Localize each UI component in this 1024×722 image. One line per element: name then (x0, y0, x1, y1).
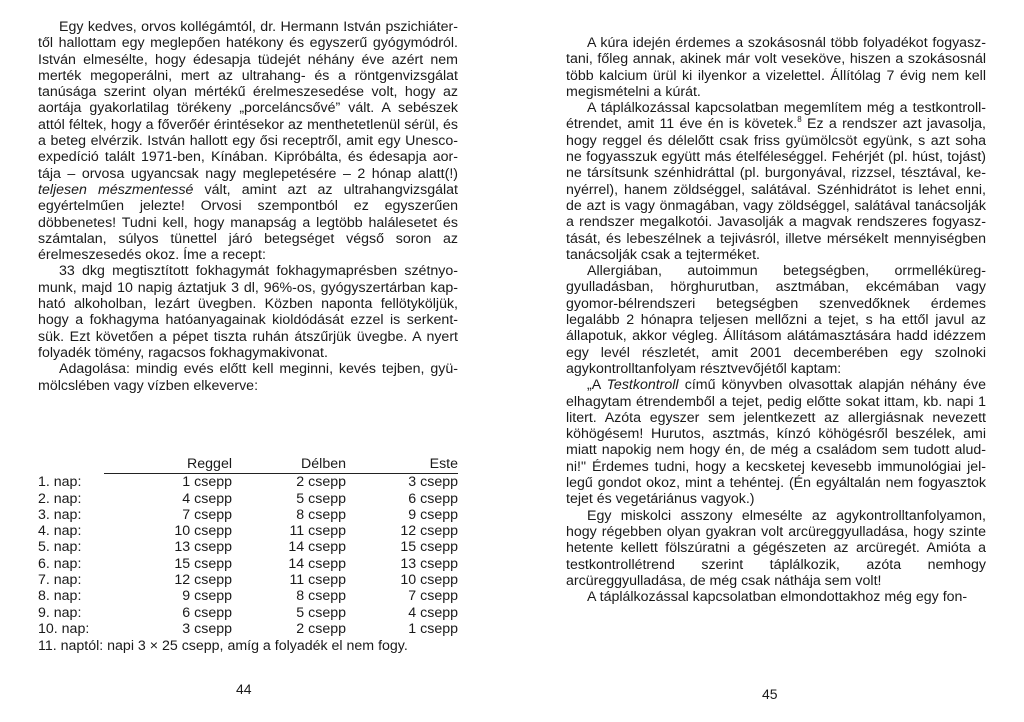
day-label: 8. nap: (38, 588, 82, 605)
dose-cell: 12 csepp (400, 523, 458, 540)
paragraph (566, 100, 986, 263)
header-delben: Délben (232, 456, 346, 474)
dose-cell: 15 csepp (174, 555, 232, 572)
dose-cell: 11 csepp (289, 523, 346, 540)
dose-cell: 14 csepp (288, 555, 346, 572)
dose-cell: 2 csepp (296, 620, 346, 637)
day-label: 2. nap: (38, 490, 82, 507)
dose-cell: 9 csepp (408, 506, 458, 523)
paragraph (566, 589, 986, 605)
dosage-table (38, 456, 458, 637)
text-segment: A táplálkozással kapcsolatban megemlítem még a testkontroll-étrendet, amit 11 éve én is követek. (566, 100, 986, 133)
dose-cell: 7 csepp (182, 506, 232, 523)
dosage-table-header (38, 456, 458, 474)
dose-cell: 13 csepp (174, 539, 232, 556)
dose-cell: 10 csepp (400, 572, 458, 589)
day-label: 9. nap: (38, 604, 82, 621)
dose-cell: 4 csepp (408, 604, 458, 621)
dose-cell: 12 csepp (174, 572, 232, 589)
text-segment: Ez a rendszer azt javasolja, hogy reggel és délelőtt csak friss gyümölcsöt együnk, s azt soha ne fogyasszuk együtt más ételféleséggel. Fehérjét (pl. húst, tojást) ne társítsunk szénhidráttal (pl. burgonyával, rizzsel, tésztával, kenyérrel), hanem zöldséggel, salátával. Szénhidrátot is lehet enni, de azt is vagy önmagában, vagy zöldséggel, salátával tanácsolják a rendszer megalkotói. Javasolják a magvak rendszeres fogyasztását, és lebeszélnek a tejivásról, illetve mérsékelt mennyiségben tanácsolják csak a tejterméket. (566, 116, 986, 263)
dose-cell: 5 csepp (296, 604, 346, 621)
dose-cell: 3 csepp (182, 620, 232, 637)
right-page (566, 0, 986, 722)
dose-cell: 6 csepp (408, 490, 458, 507)
dosage-row (38, 556, 458, 572)
dosage-row (38, 621, 458, 637)
dosage-row (38, 474, 458, 491)
day-label: 5. nap: (38, 539, 82, 556)
text-segment: Allergiában, autoimmun betegségben, orrmelléküreg-gyulladásban, hörghurutban, asztmában, ekcémában vagy gyomor-bélrendszeri betegségben szenvedőknek érdemes legalább 2 hónapra teljesen mellőzni a tejet, s ha ettől javul az állapotuk, akkor végleg. Állításom alátámasztására hadd idézzem egy levél részletét, amit 2001 decemberében egy szolnoki agykontrolltanfolyam résztvevőjétől kaptam: (566, 263, 986, 377)
paragraph (566, 508, 986, 589)
text-segment: „A (587, 377, 607, 394)
text-segment: Egy miskolci asszony elmesélte az agykontrolltanfolyamon, hogy régebben olyan gyakran volt arcüreggyulladása, hogy szinte hetente kellett fölszúratni a gégészeten az arcüregét. Amióta a testkontrollétrend szerint táplálkozik, azóta nemhogy arcüreggyulladása, de még csak náthája sem volt! (566, 507, 986, 589)
dosage-row (38, 491, 458, 507)
dose-cell: 2 csepp (296, 474, 346, 491)
text-segment: című könyvben olvasottak alapján néhány éve elhagytam étrendemből a tejet, pedig előtte sokat ittam, kb. napi 1 litert. Azóta egyszer sem jelentkezett az allergiásnak nevezett köhögésem! Hurutos, asztmás, kínzó köhögésről beszélek, ami miatt napokig nem hogy én, de még a családom sem tudott aludni!" Érdemes tudni, hogy a kecsketej kevesebb immunológiai jellegű gondot okoz, mint a tehéntej. (Én egyáltalán nem fogyasztok tejet és vegetáriánus vagyok.) (566, 377, 986, 508)
paragraph (38, 361, 458, 394)
dose-cell: 1 csepp (408, 620, 458, 637)
day-label: 4. nap: (38, 523, 82, 540)
dosage-table-body (38, 474, 458, 637)
left-page (38, 0, 458, 722)
dosage-row (38, 539, 458, 555)
day-label: 10. nap: (38, 620, 90, 637)
header-reggel: Reggel (104, 456, 232, 474)
page-number: 44 (236, 681, 252, 697)
dose-cell: 14 csepp (288, 539, 346, 556)
quote-paragraph (566, 377, 986, 507)
paragraph (38, 263, 458, 361)
paragraph (566, 263, 986, 377)
dose-cell: 10 csepp (174, 523, 232, 540)
paragraph (38, 19, 458, 263)
page-number: 45 (762, 686, 778, 702)
emphasis-text: teljesen mészmentessé (38, 181, 194, 198)
dose-cell: 7 csepp (408, 588, 458, 605)
header-este: Este (346, 456, 458, 474)
dose-cell: 15 csepp (400, 539, 458, 556)
dose-cell: 13 csepp (400, 555, 458, 572)
footnote-reference: 8 (797, 115, 802, 125)
day-label: 1. nap: (38, 474, 82, 491)
day-label: 7. nap: (38, 572, 82, 589)
day-label: 3. nap: (38, 506, 82, 523)
dose-cell: 5 csepp (296, 490, 346, 507)
dosage-row (38, 523, 458, 539)
text-segment: A táplálkozással kapcsolatban elmondottakhoz még egy fon- (587, 589, 968, 606)
paragraph (566, 35, 986, 100)
right-page-body (566, 35, 986, 605)
dosage-footnote: 11. naptól: napi 3 × 25 csepp, amíg a folyadék el nem fogy. (38, 638, 408, 654)
dose-cell: 3 csepp (408, 474, 458, 491)
text-segment: Adagolása: mindig evés előtt kell meginni, kevés tejben, gyümölcslében vagy vízben elkeverve: (38, 361, 458, 394)
dosage-row (38, 507, 458, 523)
left-page-body (38, 19, 458, 394)
text-segment: Egy kedves, orvos kollégámtól, dr. Hermann István pszichiátertől hallottam egy meglepően hatékony és egyszerű gyógymódról. István elmesélte, hogy édesapja tüdejét néhány éve azért nem merték megoperálni, mert az ultrahang- és a röntgenvizsgálat tanúsága szerint olyan mértékű érelmeszesedése volt, hogy az aortája gyakorlatilag törékeny „porceláncsővé” vált. A sebészek attól féltek, hogy a főverőér érintésekor az menthetetlenül sérül, és a beteg elvérzik. István hallott egy ősi receptről, amit egy Unesco-expedíció talált 1971-ben, Kínában. Kipróbálta, és édesapja aortája – orvosa ugyancsak nagy meglepetésére – 2 hónap alatt(!) (38, 19, 458, 182)
dose-cell: 4 csepp (182, 490, 232, 507)
header-day (38, 456, 104, 474)
dosage-row (38, 588, 458, 604)
dose-cell: 9 csepp (182, 588, 232, 605)
dose-cell: 6 csepp (182, 604, 232, 621)
text-segment: vált, amint azt az ultrahangvizsgálat egyértelműen jelezte! Orvosi szempontból ez egyszerűen döbbenetes! Tudni kell, hogy manapság a legtöbb halálesetet és számtalan, súlyos tünettel járó betegséget végső soron az érelmeszesedés okoz. Íme a recept: (38, 181, 459, 264)
dosage-row (38, 605, 458, 621)
dosage-row (38, 572, 458, 588)
dose-cell: 8 csepp (296, 506, 346, 523)
text-segment: 33 dkg megtisztított fokhagymát fokhagymaprésben szétnyomunk, majd 10 napig áztatjuk 3 dl, 96%-os, gyógyszertárban kapható alkoholban, lezárt üvegben. Közben naponta fellötyköljük, hogy a fokhagyma hatóanyagainak kioldódását ezzel is serkentsük. Ezt követően a pépet tiszta ruhán átszűrjük üvegbe. A nyert folyadék tömény, ragacsos fokhagymakivonat. (38, 263, 458, 361)
day-label: 6. nap: (38, 555, 82, 572)
dose-cell: 8 csepp (296, 588, 346, 605)
dose-cell: 1 csepp (182, 474, 232, 491)
text-segment: A kúra idején érdemes a szokásosnál több folyadékot fogyasztani, főleg annak, akinek már volt veseköve, hiszen a szokásosnál több kalcium ürül ki ilyenkor a vizelettel. Állítólag 7 évig nem kell megismételni a kúrát. (566, 35, 986, 100)
dose-cell: 11 csepp (289, 572, 346, 589)
book-title: Testkontroll (606, 377, 679, 394)
